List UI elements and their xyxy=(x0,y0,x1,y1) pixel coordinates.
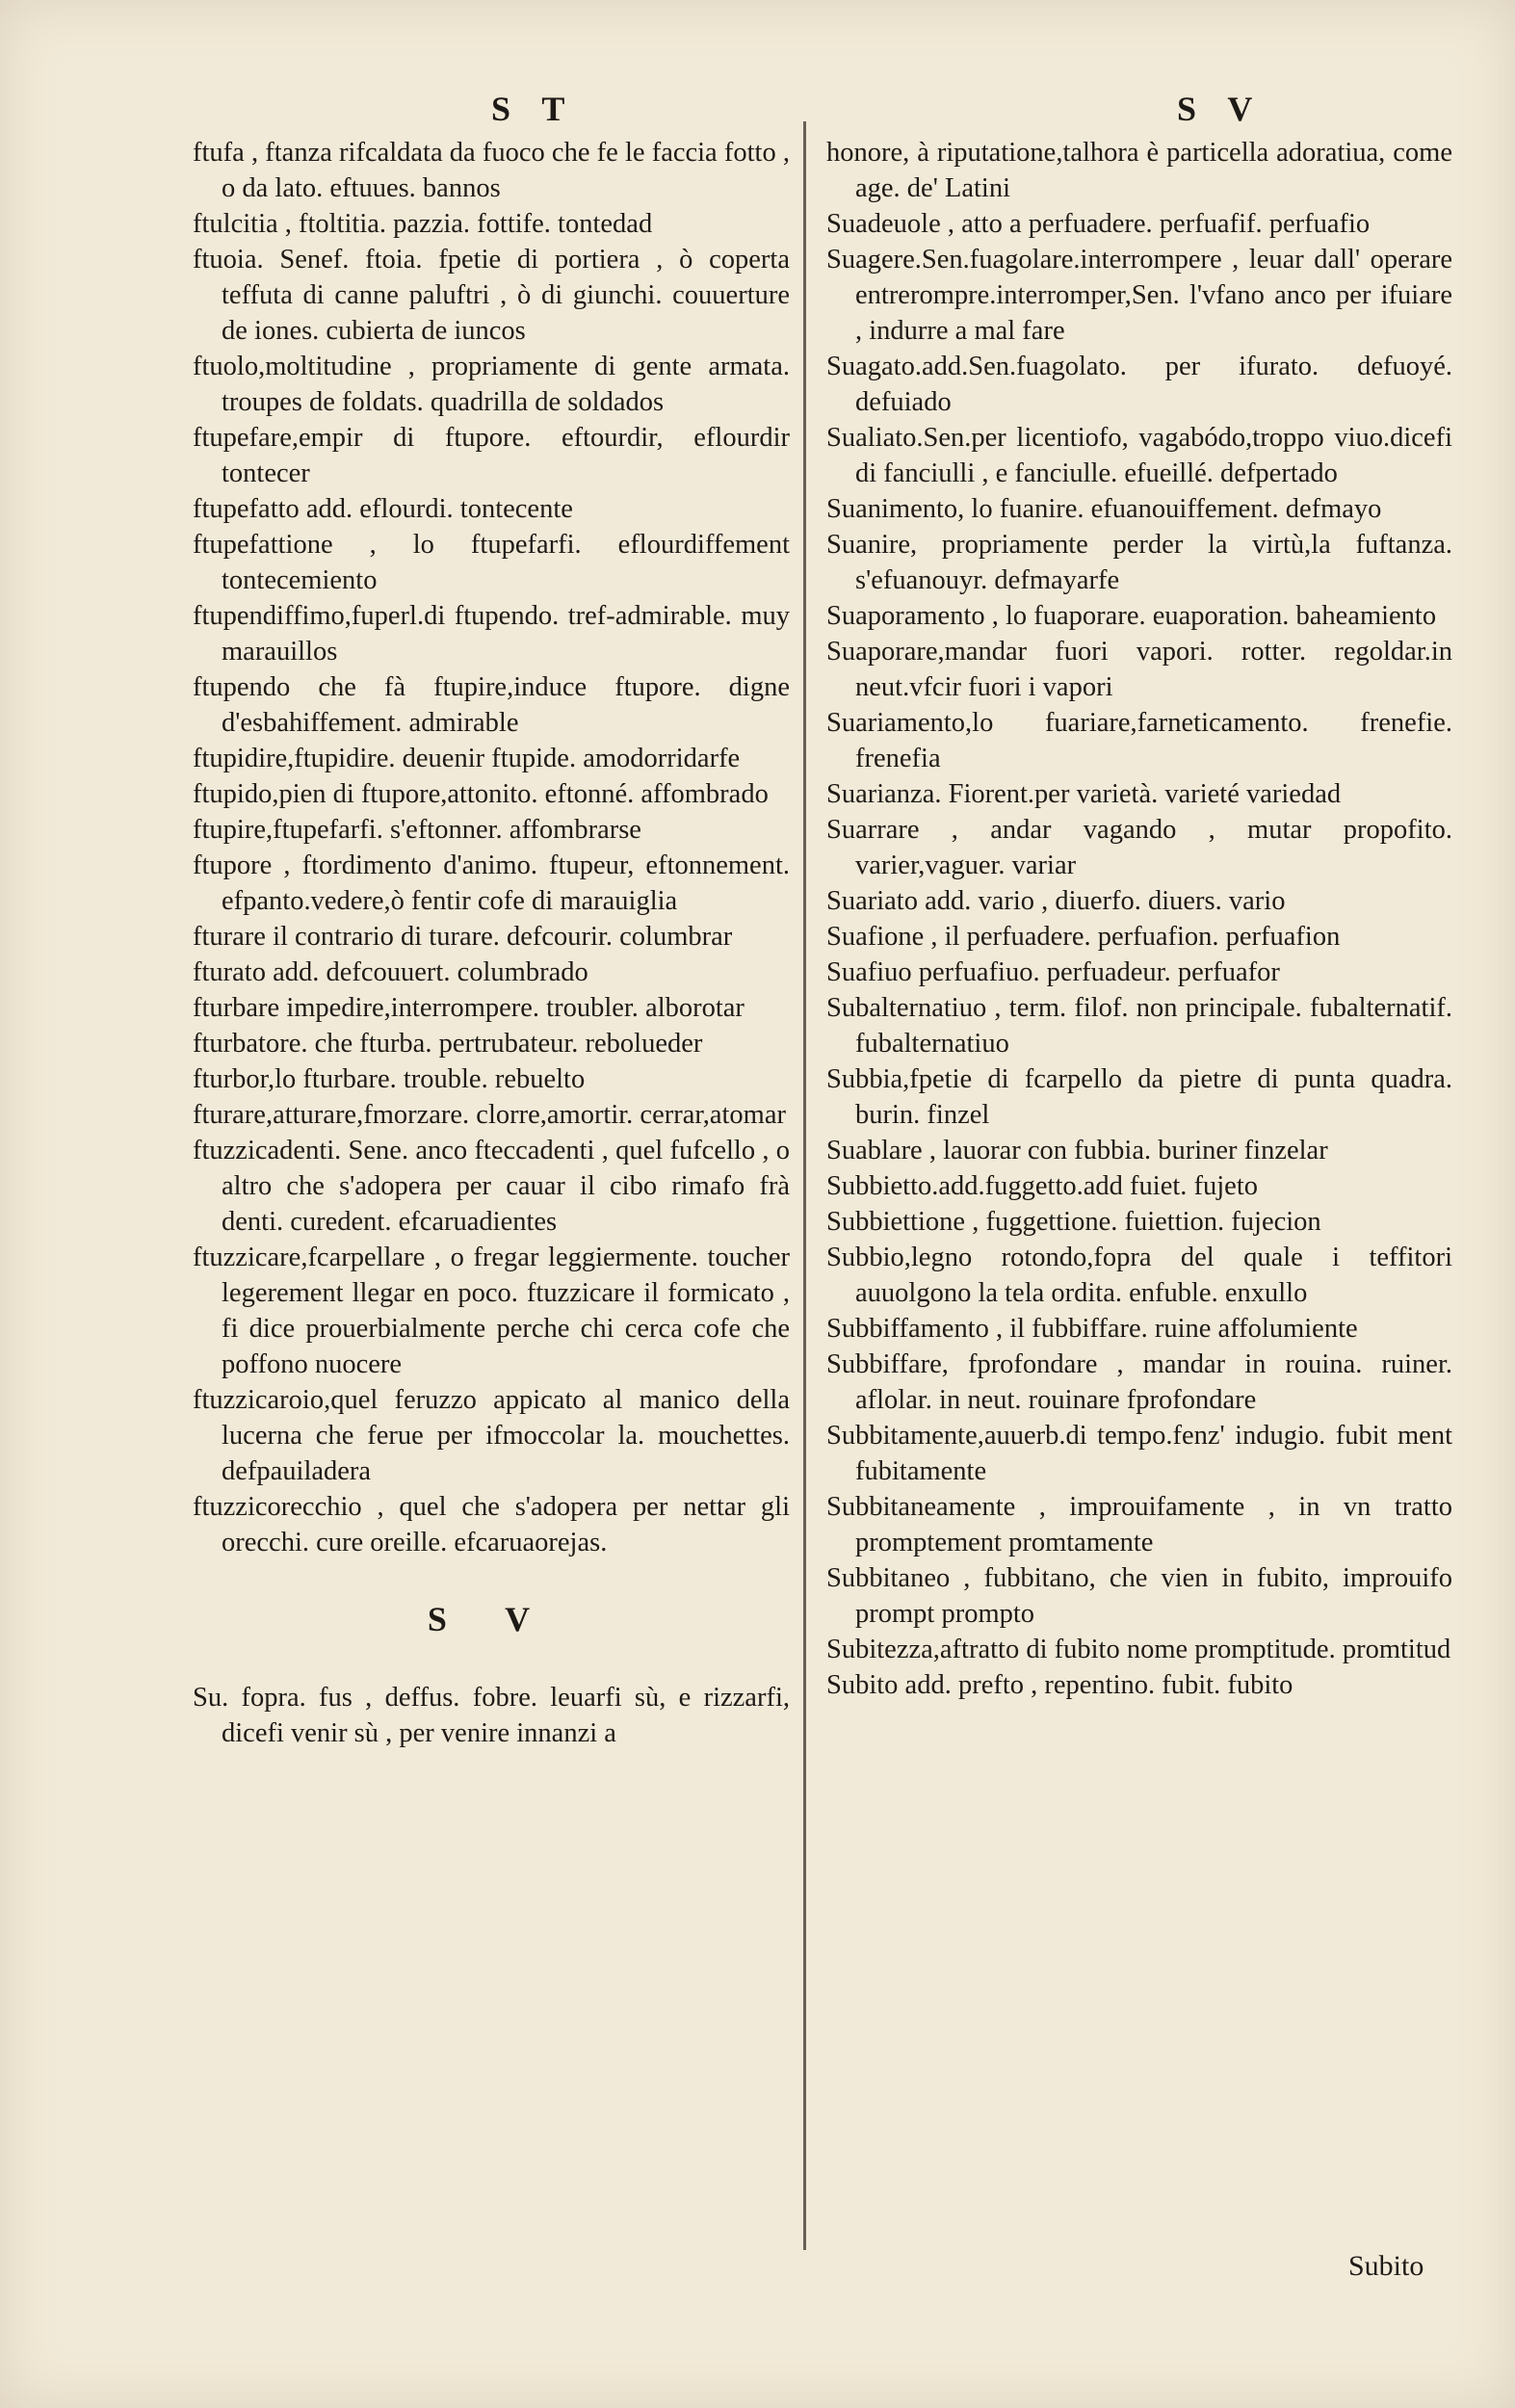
dictionary-entry: Subbitamente,auuerb.di tempo.fenz' indugio. fubit ment fubitamente xyxy=(826,1421,1452,1486)
dictionary-entry: Subbitaneamente , improuifamente , in vn tratto promptement promtamente xyxy=(826,1492,1452,1557)
dictionary-entry: fturbor,lo fturbare. trouble. rebuelto xyxy=(193,1064,586,1094)
dictionary-entry: Subalternatiuo , term. filof. non principale. fubalternatif. fubalternatiuo xyxy=(826,993,1452,1059)
dictionary-entry: ftupefatto add. eflourdi. tontecente xyxy=(193,494,573,524)
dictionary-entry: Suaporare,mandar fuori vapori. rotter. regoldar.in neut.vfcir fuori i vapori xyxy=(826,637,1452,702)
dictionary-entry: Subbietto.add.fuggetto.add fuiet. fujeto xyxy=(826,1171,1258,1201)
dictionary-entry: Su. fopra. fus , deffus. fobre. leuarfi sù, e rizzarfi, dicefi venir sù , per venire innanzi a xyxy=(193,1683,790,1748)
dictionary-entry: Suanire, propriamente perder la virtù,la fuftanza. s'efuanouyr. defmayarfe xyxy=(826,530,1452,595)
dictionary-entry: fturbare impedire,interrompere. troubler. alborotar xyxy=(193,993,744,1023)
dictionary-entry: ftupido,pien di ftupore,attonito. eftonné. affombrado xyxy=(193,779,769,809)
dictionary-entry: Suafione , il perfuadere. perfuafion. perfuafion xyxy=(826,922,1341,952)
catchword: Subito xyxy=(1348,2250,1424,2282)
dictionary-entry: Suarianza. Fiorent.per varietà. varieté variedad xyxy=(826,779,1342,809)
dictionary-entry: Suafiuo perfuafiuo. perfuadeur. perfuafor xyxy=(826,957,1280,987)
dictionary-entry: Suablare , lauorar con fubbia. buriner finzelar xyxy=(826,1136,1328,1165)
column-divider xyxy=(803,121,806,2250)
dictionary-entry: ftuolo,moltitudine , propriamente di gente armata. troupes de foldats. quadrilla de soldados xyxy=(193,352,790,417)
right-column xyxy=(826,135,1452,1703)
running-head-left: S T xyxy=(491,90,577,128)
dictionary-entry: Subbiffamento , il fubbiffare. ruine affolumiente xyxy=(826,1314,1358,1344)
left-column xyxy=(193,135,790,1751)
dictionary-entry: Suaporamento , lo fuaporare. euaporation. baheamiento xyxy=(826,601,1437,631)
section-heading: S V xyxy=(427,1600,556,1638)
dictionary-entry: ftufa , ftanza rifcaldata da fuoco che fe le faccia fotto , o da lato. eftuues. bannos xyxy=(193,138,790,203)
dictionary-entry: Subbiettione , fuggettione. fuiettion. fujecion xyxy=(826,1207,1321,1237)
dictionary-entry: ftuzzicorecchio , quel che s'adopera per nettar gli orecchi. cure oreille. efcaruaorejas. xyxy=(193,1492,790,1557)
dictionary-entry: ftuoia. Senef. ftoia. fpetie di portiera , ò coperta teffuta di canne paluftri , ò di giunchi. couuerture de iones. cubierta de iuncos xyxy=(193,245,790,346)
dictionary-entry: ftupire,ftupefarfi. s'eftonner. affombrarse xyxy=(193,815,641,845)
dictionary-entry: fturbatore. che fturba. pertrubateur. rebolueder xyxy=(193,1029,703,1059)
dictionary-entry: ftuzzicare,fcarpellare , o fregar leggiermente. toucher legerement llegar en poco. ftuzzicare il formicato , fi dice prouerbialmente perche chi cerca cofe che poffono nuocere xyxy=(193,1243,790,1379)
dictionary-entry: ftuzzicadenti. Sene. anco fteccadenti , quel fufcello , o altro che s'adopera per cauar il cibo rimafo frà denti. curedent. efcaruadientes xyxy=(193,1136,790,1237)
dictionary-entry: Suanimento, lo fuanire. efuanouiffement. defmayo xyxy=(826,494,1382,524)
dictionary-entry: honore, à riputatione,talhora è particella adoratiua, come age. de' Latini xyxy=(826,138,1452,203)
dictionary-entry: Subbio,legno rotondo,fopra del quale i teffitori auuolgono la tela ordita. enfuble. enxullo xyxy=(826,1243,1452,1308)
dictionary-entry: ftupefattione , lo ftupefarfi. eflourdiffement tontecemiento xyxy=(193,530,790,595)
dictionary-entry: ftupore , ftordimento d'animo. ftupeur, eftonnement. efpanto.vedere,ò fentir cofe di marauiglia xyxy=(193,851,790,916)
dictionary-entry: ftupefare,empir di ftupore. eftourdir, eflourdir tontecer xyxy=(193,423,790,488)
dictionary-entry: Subito add. prefto , repentino. fubit. fubito xyxy=(826,1670,1293,1700)
dictionary-entry: Subbiffare, fprofondare , mandar in rouina. ruiner. aflolar. in neut. rouinare fprofondare xyxy=(826,1349,1452,1415)
dictionary-entry: Suagere.Sen.fuagolare.interrompere , leuar dall' operare entrerompre.interromper,Sen. l'vfano anco per ifuiare , indurre a mal fare xyxy=(826,245,1452,346)
dictionary-entry: fturare,atturare,fmorzare. clorre,amortir. cerrar,atomar xyxy=(193,1100,786,1130)
dictionary-entry: Suarrare , andar vagando , mutar propofito. varier,vaguer. variar xyxy=(826,815,1452,880)
dictionary-entry: ftuzzicaroio,quel feruzzo appicato al manico della lucerna che ferue per ifmoccolar la. mouchettes. defpauiladera xyxy=(193,1385,790,1486)
dictionary-entry: Suagato.add.Sen.fuagolato. per ifurato. defuoyé. defuiado xyxy=(826,352,1452,417)
dictionary-entry: Sualiato.Sen.per licentiofo, vagabódo,troppo viuo.dicefi di fanciulli , e fanciulle. efueillé. defpertado xyxy=(826,423,1452,488)
dictionary-entry: Subitezza,aftratto di fubito nome promptitude. promtitud xyxy=(826,1635,1451,1664)
dictionary-entry: fturare il contrario di turare. defcourir. columbrar xyxy=(193,922,733,952)
dictionary-entry: ftulcitia , ftoltitia. pazzia. fottife. tontedad xyxy=(193,209,653,239)
dictionary-entry: ftupidire,ftupidire. deuenir ftupide. amodorridarfe xyxy=(193,744,741,773)
dictionary-entry: fturato add. defcouuert. columbrado xyxy=(193,957,588,987)
dictionary-entry: ftupendiffimo,fuperl.di ftupendo. tref-admirable. muy marauillos xyxy=(193,601,790,667)
running-head-right: S V xyxy=(1177,90,1265,128)
dictionary-entry: ftupendo che fà ftupire,induce ftupore. digne d'esbahiffement. admirable xyxy=(193,672,790,738)
dictionary-entry: Subbitaneo , fubbitano, che vien in fubito, improuifo prompt prompto xyxy=(826,1563,1452,1629)
dictionary-entry: Subbia,fpetie di fcarpello da pietre di punta quadra. burin. finzel xyxy=(826,1064,1452,1130)
dictionary-entry: Suadeuole , atto a perfuadere. perfuafif. perfuafio xyxy=(826,209,1371,239)
dictionary-entry: Suariamento,lo fuariare,farneticamento. frenefie. frenefia xyxy=(826,708,1452,773)
dictionary-entry: Suariato add. vario , diuerfo. diuers. vario xyxy=(826,886,1286,916)
